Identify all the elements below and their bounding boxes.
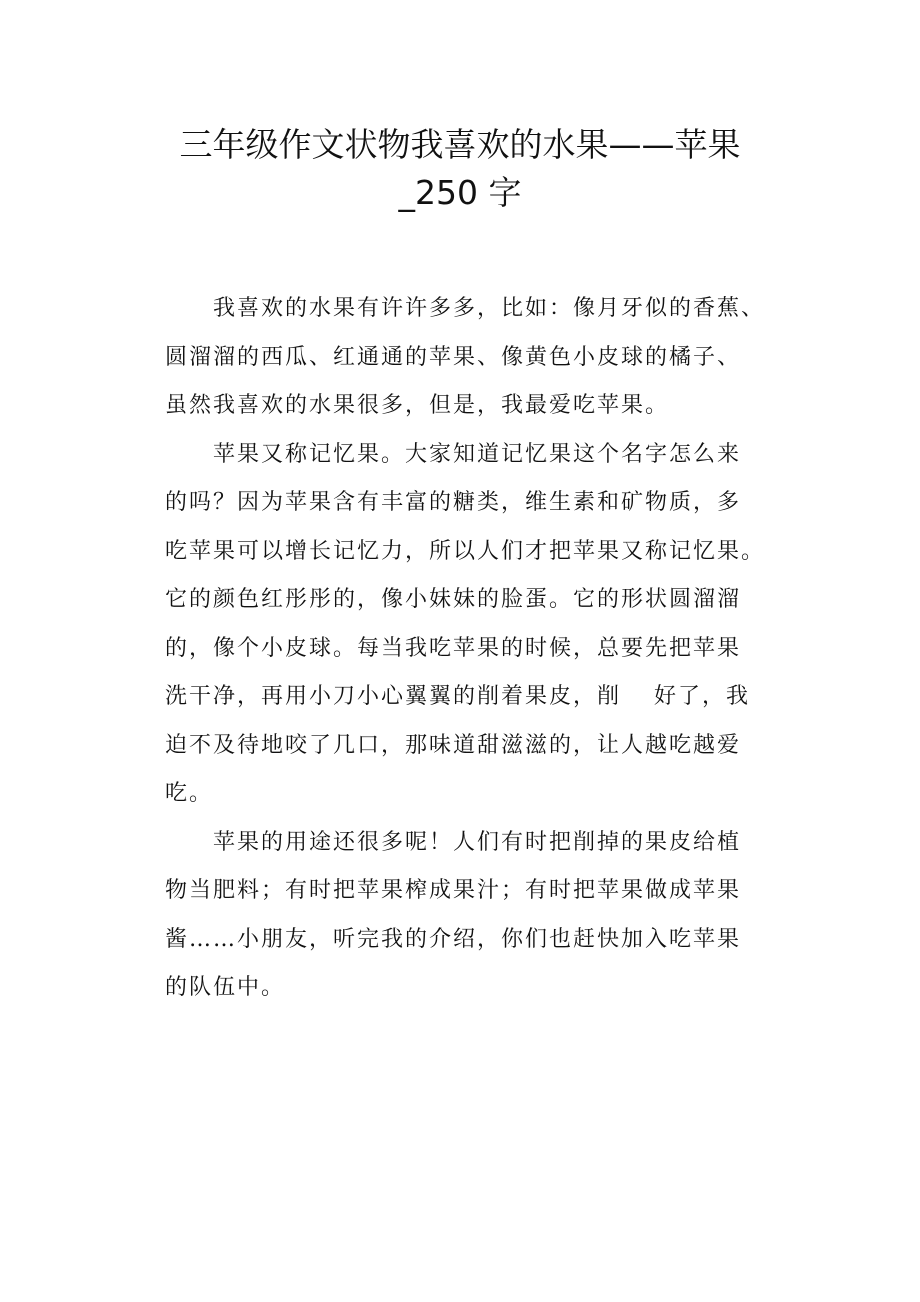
paragraph-3 [165, 819, 765, 1013]
title-line-2: _250 字 [398, 173, 522, 212]
text-line: 吃。 [165, 781, 214, 806]
text-line: 物当肥料；有时把苹果榨成果汁；有时把苹果做成苹果 [165, 878, 742, 903]
text-line: 的，像个小皮球。每当我吃苹果的时候，总要先把苹果 [165, 635, 742, 661]
document-title [140, 121, 780, 217]
text-line: 圆溜溜的西瓜、红通通的苹果、像黄色小皮球的橘子、 [165, 344, 742, 370]
text-line: 迫不及待地咬了几口，那味道甜滋滋的，让人越吃越爱 [165, 732, 742, 758]
text-line: 苹果的用途还很多呢！人们有时把削掉的果皮给植 [213, 829, 742, 855]
text-line: 酱……小朋友，听完我的介绍，你们也赶快加入吃苹果 [165, 926, 742, 952]
text-line: 苹果又称记忆果。大家知道记忆果这个名字怎么来 [213, 441, 742, 467]
text-line: 吃苹果可以增长记忆力，所以人们才把苹果又称记忆果。 [165, 538, 766, 564]
text-line: 它的颜色红彤彤的，像小妹妹的脸蛋。它的形状圆溜溜 [165, 587, 742, 612]
text-line: 洗干净，再用小刀小心翼翼的削着果皮，削 好了，我 [165, 684, 750, 709]
text-line: 我喜欢的水果有许许多多，比如：像月牙似的香蕉、 [213, 296, 766, 321]
paragraph-2 [165, 431, 765, 819]
text-line: 的吗？因为苹果含有丰富的糖类，维生素和矿物质，多 [165, 490, 742, 515]
paragraph-1 [165, 285, 765, 431]
text-line: 虽然我喜欢的水果很多，但是，我最爱吃苹果。 [165, 393, 670, 418]
document-body [165, 285, 765, 1013]
title-line-1: 三年级作文状物我喜欢的水果——苹果 [179, 125, 741, 164]
text-line: 的队伍中。 [165, 975, 286, 1000]
